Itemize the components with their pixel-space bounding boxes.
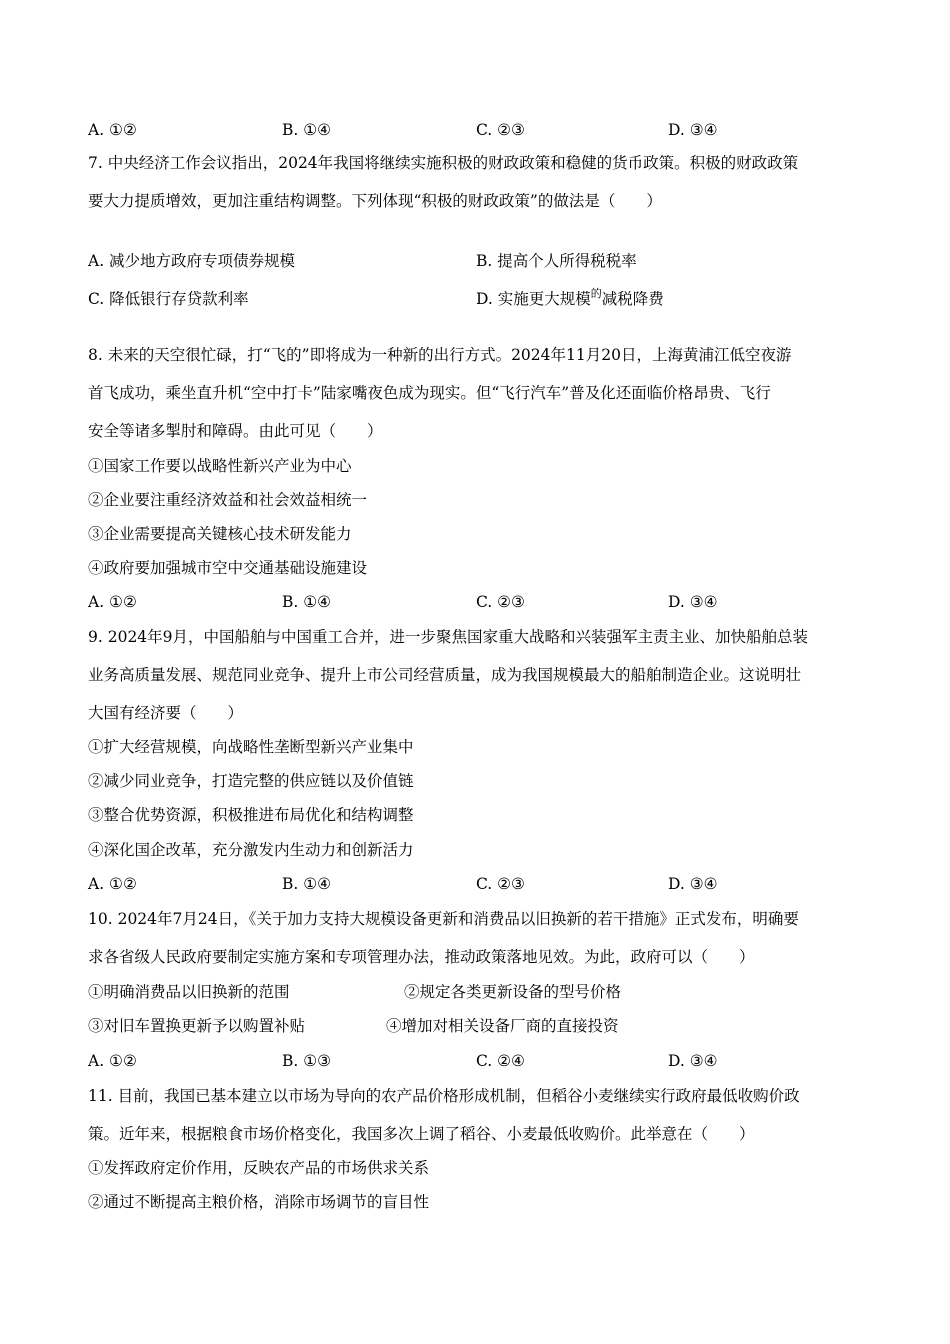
q10-item-1: ①明确消费品以旧换新的范围 (88, 983, 290, 1001)
q8-item-2: ②企业要注重经济效益和社会效益相统一 (88, 491, 368, 509)
q7-option-d[interactable] (476, 289, 664, 311)
q9-option-d[interactable]: D. ③④ (668, 875, 718, 893)
q9-item-3: ③整合优势资源，积极推进布局优化和结构调整 (88, 806, 414, 824)
q10-item-3: ③对旧车置换更新予以购置补贴 (88, 1017, 306, 1035)
q7-option-c[interactable]: C. 降低银行存贷款利率 (88, 290, 249, 308)
q10-option-c[interactable]: C. ②④ (476, 1052, 525, 1070)
q8-stem-line-1: 8. 未来的天空很忙碌，打“飞的”即将成为一种新的出行方式。2024年11月20日，上海黄浦江低空夜游 (88, 346, 792, 364)
q9-item-1: ①扩大经营规模，向战略性垄断型新兴产业集中 (88, 738, 414, 756)
q10-item-4: ④增加对相关设备厂商的直接投资 (386, 1017, 619, 1035)
q8-item-1: ①国家工作要以战略性新兴产业为中心 (88, 457, 352, 475)
q8-option-b[interactable]: B. ①④ (282, 593, 332, 611)
q9-option-b[interactable]: B. ①④ (282, 875, 332, 893)
q7-option-d-tail: 减税降费 (601, 290, 664, 308)
q9-item-2: ②减少同业竞争，打造完整的供应链以及价值链 (88, 772, 414, 790)
q9-option-a[interactable]: A. ①② (88, 875, 137, 893)
q9-item-4: ④深化国企改革，充分激发内生动力和创新活力 (88, 841, 414, 859)
q7-option-d-head: D. 实施更大规模 (476, 290, 591, 308)
q8-option-a[interactable]: A. ①② (88, 593, 137, 611)
q8-item-3: ③企业需要提高关键核心技术研发能力 (88, 525, 352, 543)
q8-option-c[interactable]: C. ②③ (476, 593, 525, 611)
q7-stem-line-2: 要大力提质增效，更加注重结构调整。下列体现“积极的财政政策”的做法是（ ） (88, 192, 662, 210)
q6-option-b[interactable]: B. ①④ (282, 121, 332, 139)
q6-option-a[interactable]: A. ①② (88, 121, 137, 139)
q7-option-a[interactable]: A. 减少地方政府专项债券规模 (88, 252, 296, 270)
q8-item-4: ④政府要加强城市空中交通基础设施建设 (88, 559, 368, 577)
q7-option-d-small-char: 的 (590, 287, 602, 300)
q10-stem-line-2: 求各省级人民政府要制定实施方案和专项管理办法，推动政策落地见效。为此，政府可以（ ） (88, 948, 755, 966)
q7-stem-line-1: 7. 中央经济工作会议指出，2024年我国将继续实施积极的财政政策和稳健的货币政策。积极的财政政策 (88, 154, 799, 172)
q9-stem-line-3: 大国有经济要（ ） (88, 704, 244, 722)
q11-stem-line-1: 11. 目前，我国已基本建立以市场为导向的农产品价格形成机制，但稻谷小麦继续实行政府最低收购价政 (88, 1087, 800, 1105)
q6-option-d[interactable]: D. ③④ (668, 121, 718, 139)
q11-item-1: ①发挥政府定价作用，反映农产品的市场供求关系 (88, 1159, 430, 1177)
q9-stem-line-2: 业务高质量发展、规范同业竞争、提升上市公司经营质量，成为我国规模最大的船舶制造企业。这说明壮 (88, 666, 802, 684)
q9-stem-line-1: 9. 2024年9月，中国船舶与中国重工合并，进一步聚焦国家重大战略和兴装强军主责主业、加快船舶总装 (88, 628, 809, 646)
q7-option-b[interactable]: B. 提高个人所得税税率 (476, 252, 637, 270)
q8-stem-line-3: 安全等诸多掣肘和障碍。由此可见（ ） (88, 422, 383, 440)
q10-stem-line-1: 10. 2024年7月24日，《关于加力支持大规模设备更新和消费品以旧换新的若干措施》正式发布，明确要 (88, 910, 799, 928)
q11-stem-line-2: 策。近年来，根据粮食市场价格变化，我国多次上调了稻谷、小麦最低收购价。此举意在（ ） (88, 1125, 755, 1143)
q6-option-c[interactable]: C. ②③ (476, 121, 525, 139)
q10-option-b[interactable]: B. ①③ (282, 1052, 332, 1070)
q8-stem-line-2: 首飞成功，乘坐直升机“空中打卡”陆家嘴夜色成为现实。但“飞行汽车”普及化还面临价格昂贵、飞行 (88, 384, 771, 402)
q10-option-a[interactable]: A. ①② (88, 1052, 137, 1070)
q9-option-c[interactable]: C. ②③ (476, 875, 525, 893)
q10-option-d[interactable]: D. ③④ (668, 1052, 718, 1070)
q11-item-2: ②通过不断提高主粮价格，消除市场调节的盲目性 (88, 1193, 430, 1211)
q8-option-d[interactable]: D. ③④ (668, 593, 718, 611)
q10-item-2: ②规定各类更新设备的型号价格 (404, 983, 622, 1001)
